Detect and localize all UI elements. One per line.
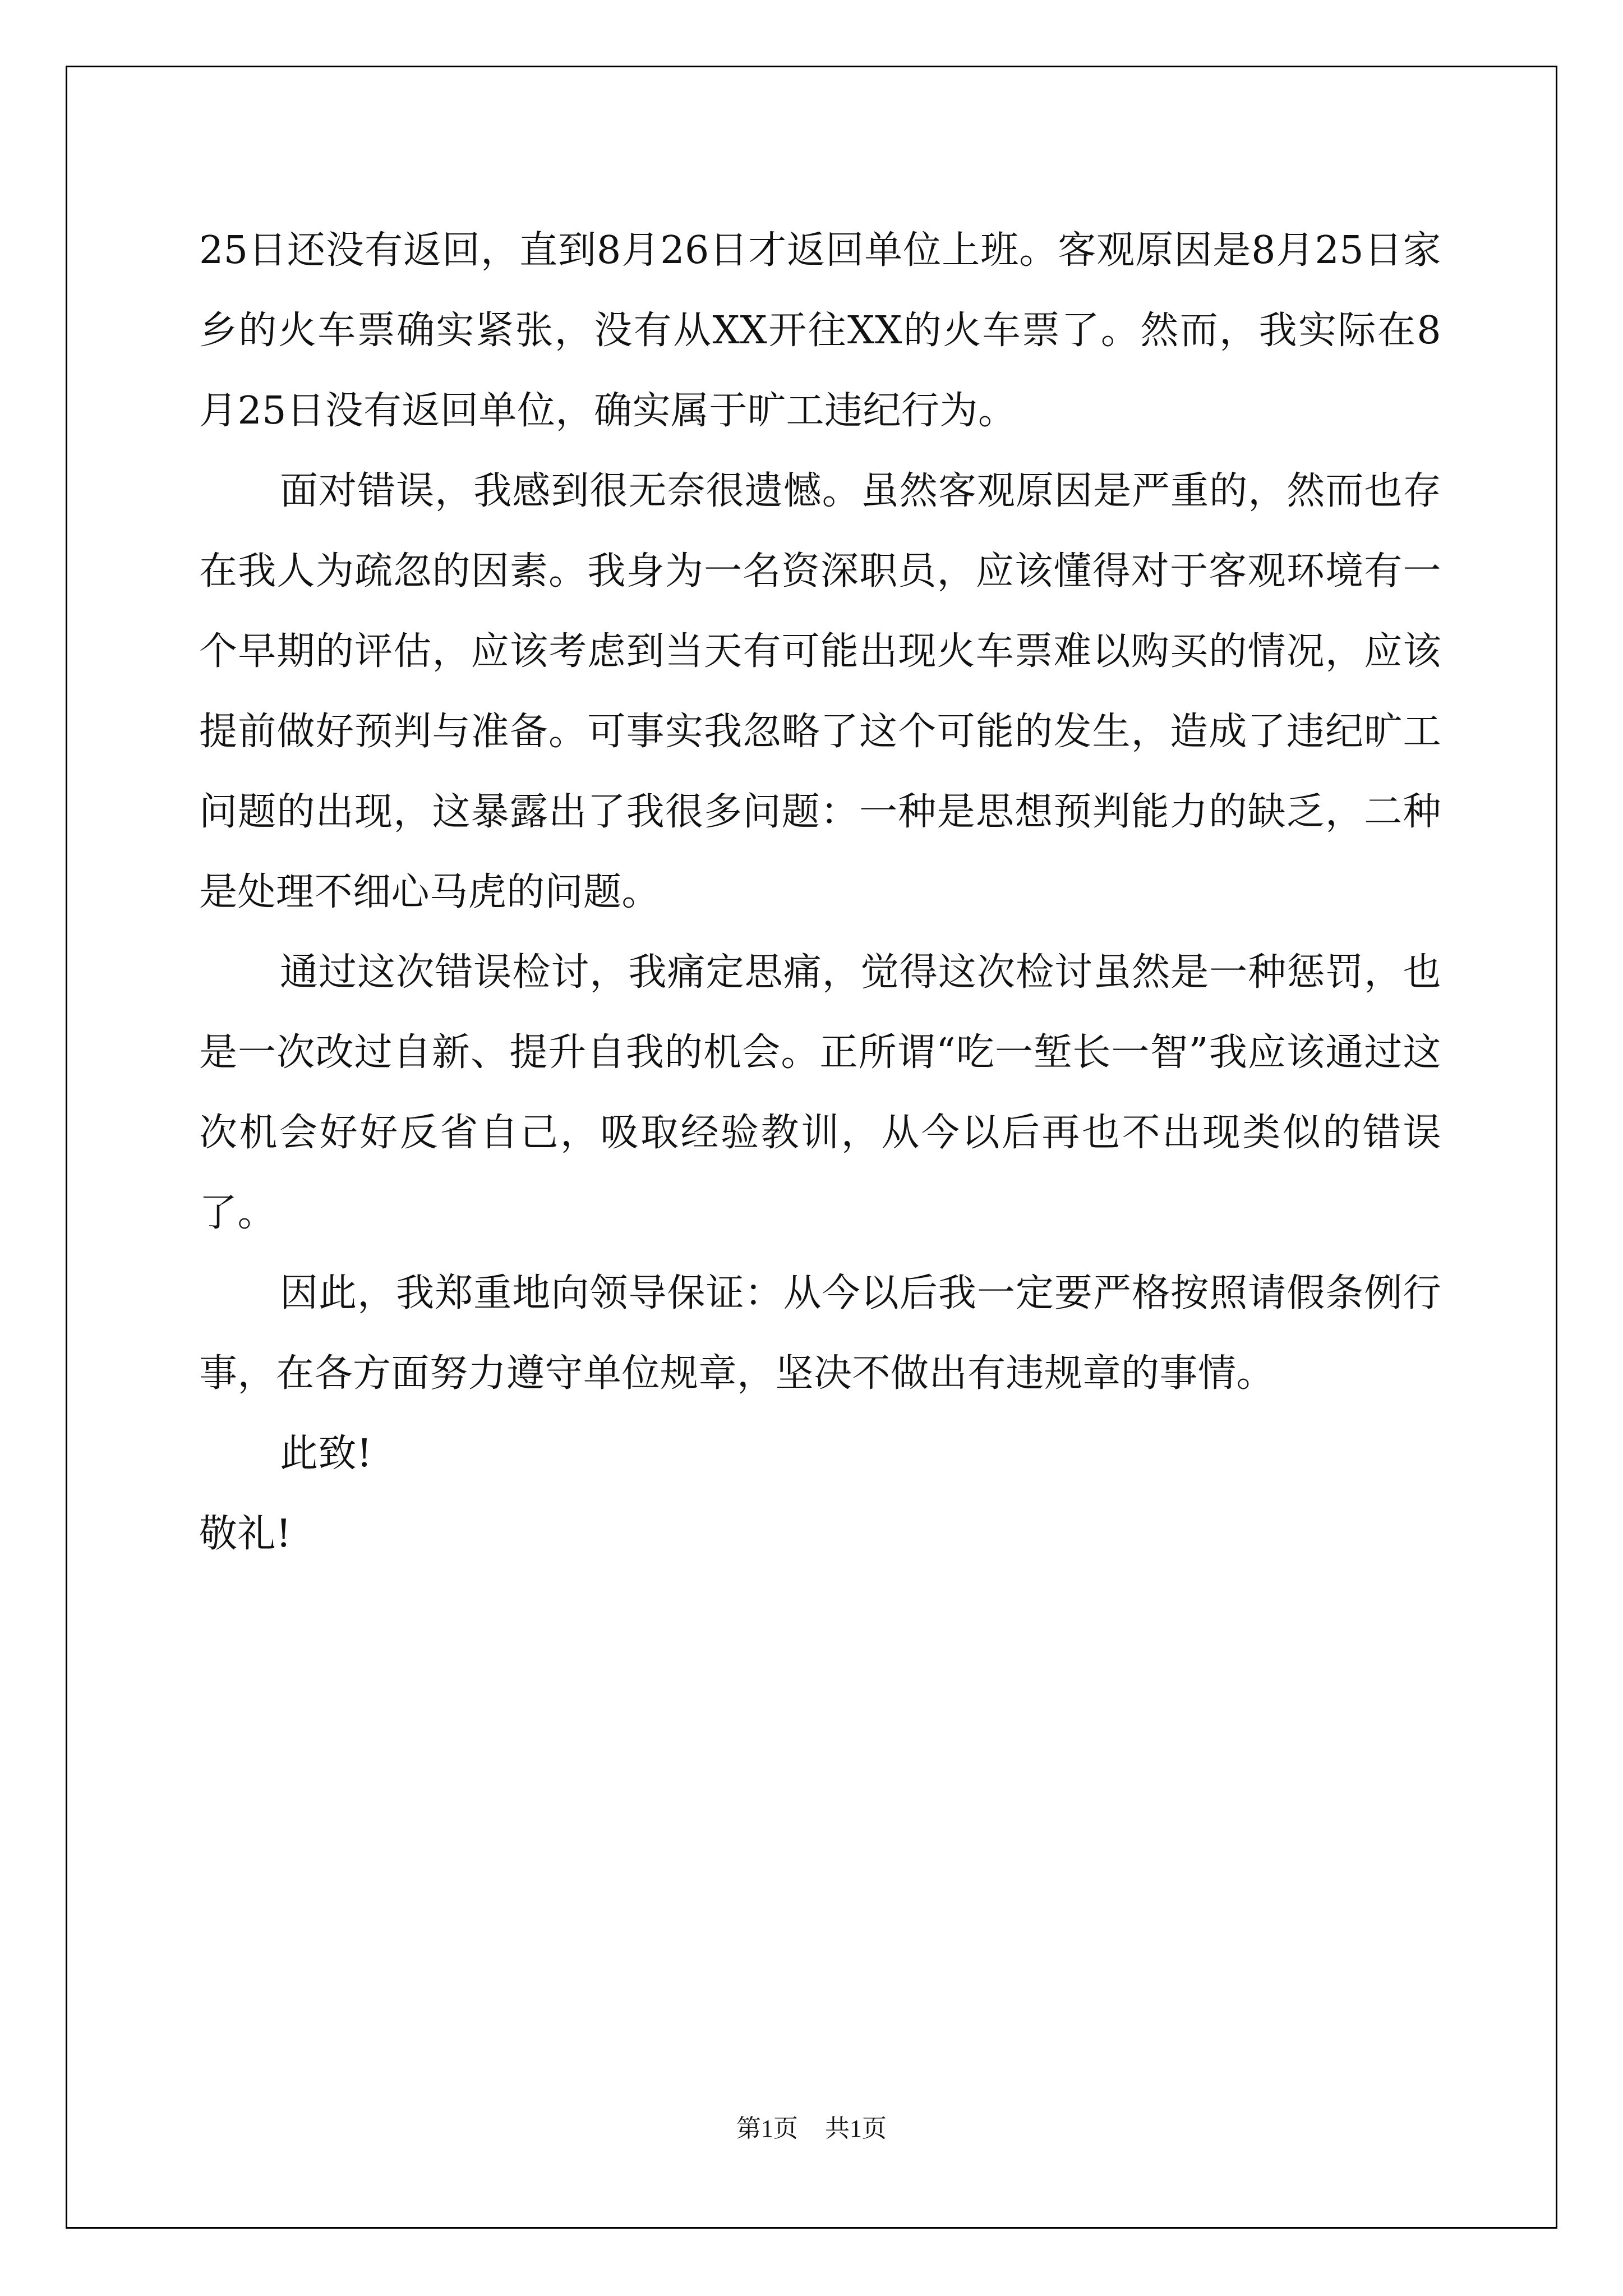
- page-number: 第1页: [736, 2115, 798, 2142]
- closing-line: 此致!: [280, 1432, 372, 1476]
- paragraph-4: 因此，我郑重地向领导保证：从今以后我一定要严格按照请假条例行事，在各方面努力遵守单位规章，坚决不做出有违规章的事情。: [199, 1271, 1441, 1396]
- letter-body: [199, 210, 1441, 1574]
- page-footer: [0, 2108, 1623, 2144]
- page-total: 共1页: [825, 2115, 887, 2142]
- paragraph-2: 面对错误，我感到很无奈很遗憾。虽然客观原因是严重的，然而也存在我人为疏忽的因素。我身为一名资深职员，应该懂得对于客观环境有一个早期的评估，应该考虑到当天有可能出现火车票难以购买的情况，应该提前做好预判与准备。可事实我忽略了这个可能的发生，造成了违纪旷工问题的出现，这暴露出了我很多问题：一种是思想预判能力的缺乏，二种是处理不细心马虎的问题。: [199, 469, 1441, 914]
- paragraph-3: 通过这次错误检讨，我痛定思痛，觉得这次检讨虽然是一种惩罚，也是一次改过自新、提升自我的机会。正所谓“吃一堑长一智”我应该通过这次机会好好反省自己，吸取经验教训，从今以后再也不出现类似的错误了。: [199, 950, 1441, 1235]
- paragraph-1: 25日还没有返回，直到8月26日才返回单位上班。客观原因是8月25日家乡的火车票确实紧张，没有从XX开往XX的火车票了。然而，我实际在8月25日没有返回单位，确实属于旷工违纪行为。: [199, 228, 1441, 433]
- salutation-line: 敬礼!: [199, 1512, 292, 1556]
